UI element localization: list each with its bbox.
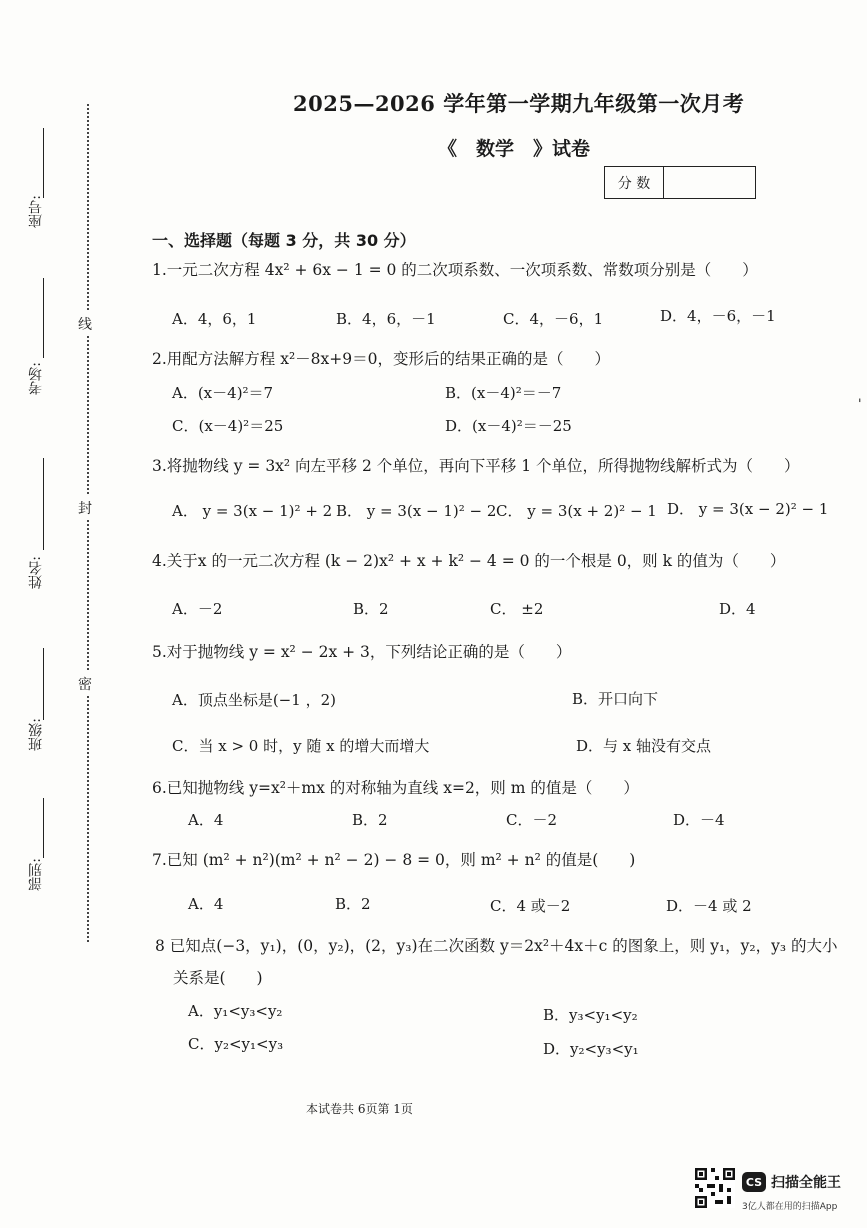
- seal-mark-secret: 密: [78, 672, 92, 696]
- option-d: D．－4: [673, 811, 725, 829]
- edge-mark: ': [858, 397, 862, 412]
- option-b: B．(x－4)²＝－7: [445, 384, 562, 402]
- option-b: B．2: [353, 600, 389, 618]
- seat-label: 座号:: [28, 195, 44, 228]
- question-stem: 3.将抛物线 y = 3x² 向左平移 2 个单位，再向下平移 1 个单位，所得抛物线解析式为（ ）: [152, 457, 800, 475]
- option-d: D．－4 或 2: [666, 897, 752, 915]
- option-a: A．4: [188, 811, 224, 829]
- question-stem: 2.用配方法解方程 x²－8x+9＝0，变形后的结果正确的是（ ）: [152, 350, 610, 368]
- option-b: B． y = 3(x − 1)² − 2: [336, 502, 497, 520]
- option-b: B．2: [352, 811, 388, 829]
- option-b: B．2: [335, 895, 371, 913]
- option-a: A． y = 3(x − 1)² + 2: [172, 502, 333, 520]
- score-label: 分 数: [605, 167, 664, 198]
- option-b: B．4，6，－1: [336, 310, 436, 328]
- option-a: A．(x－4)²＝7: [172, 384, 274, 402]
- option-d: D．(x－4)²＝－25: [445, 417, 572, 435]
- seal-mark-line: 线: [78, 312, 92, 336]
- qr-code-icon: [695, 1168, 735, 1208]
- option-d: D．y₂<y₃<y₁: [543, 1040, 639, 1058]
- option-a: A．4，6，1: [172, 310, 257, 328]
- section-heading: 一、选择题（每题 3 分，共 30 分）: [152, 231, 416, 250]
- question-stem: 6.已知抛物线 y=x²＋mx 的对称轴为直线 x=2，则 m 的值是（ ）: [152, 779, 639, 797]
- option-a: A．－2: [172, 600, 223, 618]
- question-stem: 4.关于x 的一元二次方程 (k − 2)x² + x + k² − 4 = 0 的一个根是 0，则 k 的值为（ ）: [152, 552, 786, 570]
- option-c: C．4 或－2: [490, 897, 571, 915]
- name-label: 姓名:: [28, 556, 44, 589]
- option-c: C．4，－6，1: [503, 310, 604, 328]
- option-d: D．与 x 轴没有交点: [576, 737, 712, 755]
- question-stem: 8 已知点(−3，y₁)，(0，y₂)，(2，y₃)在二次函数 y＝2x²＋4x＋c 的图象上，则 y₁，y₂，y₃ 的大小: [155, 937, 838, 955]
- option-a: A．顶点坐标是(−1 ，2): [172, 691, 336, 709]
- option-a: A．y₁<y₃<y₂: [188, 1002, 283, 1020]
- option-b: B．开口向下: [572, 690, 659, 708]
- option-c: C．(x－4)²＝25: [172, 417, 284, 435]
- room-label: 考场:: [28, 362, 44, 395]
- scanner-tagline: 3亿人都在用的扫描App: [742, 1202, 838, 1212]
- option-c: C．y₂<y₁<y₃: [188, 1035, 284, 1053]
- scanner-brand: 扫描全能王: [771, 1175, 841, 1191]
- exam-subtitle: 《 数学 》试卷: [438, 138, 591, 160]
- page-footer: 本试卷共 6页第 1页: [306, 1102, 413, 1116]
- question-stem: 7.已知 (m² + n²)(m² + n² − 2) − 8 = 0，则 m² + n² 的值是( ): [152, 851, 636, 869]
- seal-mark-seal: 封: [78, 496, 92, 520]
- room-line: [43, 278, 44, 358]
- option-a: A．4: [188, 895, 224, 913]
- question-stem: 5.对于抛物线 y = x² − 2x + 3，下列结论正确的是（ ）: [152, 643, 572, 661]
- option-c: C． y = 3(x + 2)² − 1: [496, 502, 657, 520]
- option-c: C． ±2: [490, 600, 544, 618]
- question-stem: 1.一元二次方程 4x² + 6x − 1 = 0 的二次项系数、一次项系数、常数项分别是（ ）: [152, 261, 758, 279]
- question-stem-continued: 关系是( ): [173, 969, 263, 987]
- exam-title: 2025—2026 学年第一学期九年级第一次月考: [293, 91, 745, 116]
- score-box: [604, 166, 756, 199]
- score-field[interactable]: [664, 167, 755, 198]
- dept-label: 部别:: [28, 858, 44, 891]
- option-c: C．当 x > 0 时，y 随 x 的增大而增大: [172, 737, 430, 755]
- seat-line: [43, 128, 44, 198]
- seal-dotted-line: [87, 104, 89, 942]
- camscanner-logo: CS: [742, 1172, 766, 1192]
- option-d: D．4，－6，－1: [660, 307, 776, 325]
- class-line: [43, 648, 44, 720]
- option-c: C．－2: [506, 811, 558, 829]
- name-line: [43, 458, 44, 550]
- option-b: B．y₃<y₁<y₂: [543, 1006, 638, 1024]
- option-d: D．4: [719, 600, 756, 618]
- option-d: D． y = 3(x − 2)² − 1: [667, 500, 829, 518]
- class-label: 班级:: [28, 718, 44, 751]
- dept-line: [43, 798, 44, 858]
